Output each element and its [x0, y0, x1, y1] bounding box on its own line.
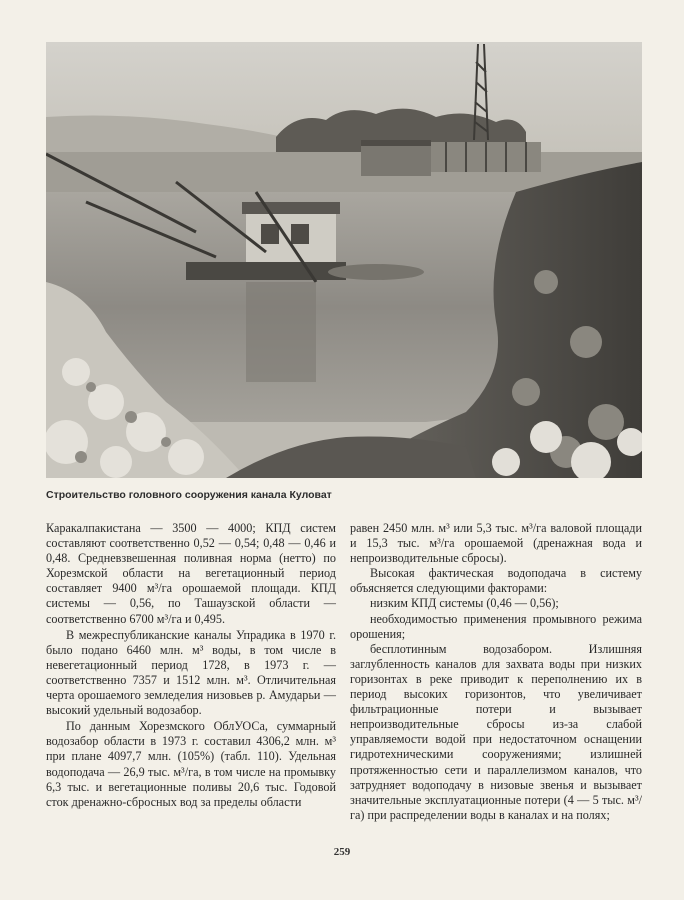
construction-photo [46, 42, 642, 478]
paragraph: равен 2450 млн. м³ или 5,3 тыс. м³/га валовой площади и 15,3 тыс. м³/га орошаемой (дренажная вода и непроизводительные сбросы). [350, 521, 642, 566]
list-item: низким КПД системы (0,46 — 0,56); [370, 596, 559, 611]
paragraph: По данным Хорезмского ОблУОСа, суммарный водозабор области в 1973 г. составил 4306,2 млн. м³ при плане 4097,7 млн. (105%) (табл. 110). Удельная водоподача — 26,9 тыс. м³/га, в том числе на промывку 6,3 тыс. и вегетационные поливы 20,6 тыс. Годовой сток дренажно-сбросных вод за пределы области [46, 719, 336, 809]
paragraph: Высокая фактическая водоподача в систему объясняется следующими факторами: [350, 566, 642, 596]
list-item: бесплотинным водозабором. Излишняя заглубленность каналов для захвата воды при низких горизонтах в реке приводит к переполнению их в период высоких горизонтов, что увеличивает фильтрационные потери и вызывает непроизводительные сбросы из-за слабой управляемости водой при недостаточном оснащении гидротехническими сооружениями; излишней протяженностью сети и параллелизмом каналов, что затрудняет водоподачу в низовые звенья и вызывает значительные эксплуатационные потери (4 — 5 тыс. м³/га) при распределении воды в каналах и на полях; [350, 641, 642, 822]
page-number: 259 [333, 846, 351, 858]
paragraph: Каракалпакистана — 3500 — 4000; КПД систем составляют соответственно 0,52 — 0,54; 0,48 — 0,46 и 0,48. Средневзвешенная поливная норма (нетто) по Хорезмской области на вегетационный период составляет 9400 м³/га орошаемой площади. КПД системы — 0,56, по Ташаузской области — соответственно 6700 м³/га и 0,495. [46, 521, 336, 626]
list-item: необходимостью применения промывного режима орошения; [350, 611, 642, 641]
right-column [350, 521, 642, 823]
paragraph: В межреспубликанские каналы Упрадика в 1970 г. было подано 6460 млн. м³ воды, в том числе в невегетационный период 1728, в 1973 г. —соответственно 7357 и 1512 млн. м³. Отличительная черта орошаемого земледелия низовьев р. Амударьи — высокий удельный водозабор. [46, 627, 336, 718]
figure-caption: Строительство головного сооружения канала Куловат [46, 489, 332, 501]
left-column [46, 521, 336, 810]
